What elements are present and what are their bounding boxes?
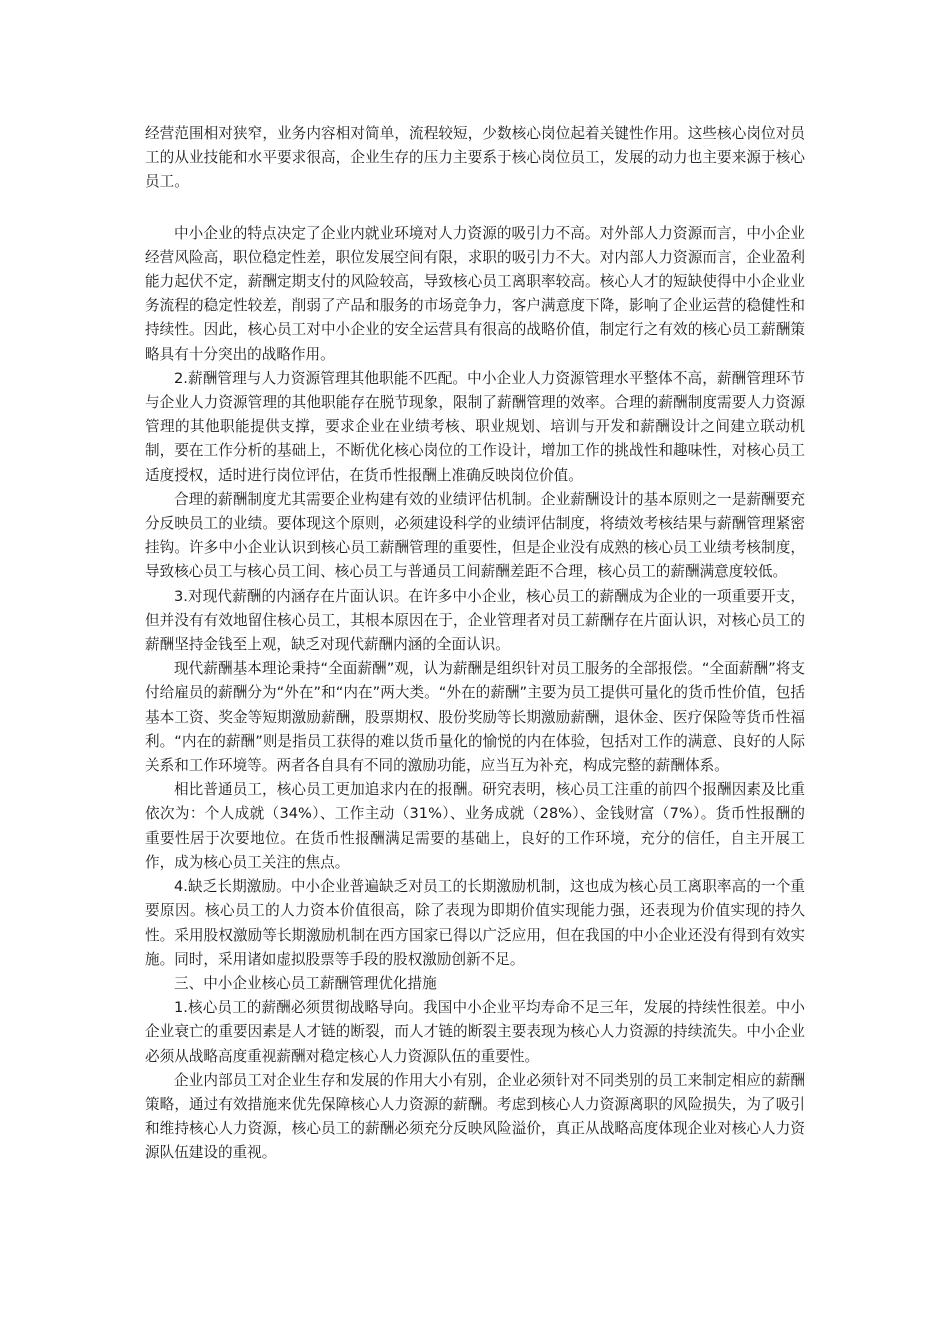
document-page xyxy=(145,122,805,1166)
paragraph-10: 企业内部员工对企业生存和发展的作用大小有别，企业必须针对不同类别的员工来制定相应的薪酬策略，通过有效措施来优先保障核心人力资源的薪酬。考虑到核心人力资源离职的风险损失，为了吸引和维持核心人力资源，核心员工的薪酬必须充分反映风险溢价，真正从战略高度体现企业对核心人力资源队伍建设的重视。 xyxy=(145,1071,805,1162)
paragraph-9: 1.核心员工的薪酬必须贯彻战略导向。我国中小企业平均寿命不足三年，发展的持续性很差。中小企业衰亡的重要因素是人才链的断裂，而人才链的断裂主要表现为核心人力资源的持续流失。中小企业必须从战略高度重视薪酬对稳定核心人力资源队伍的重要性。 xyxy=(145,999,805,1065)
paragraph-8: 4.缺乏长期激励。中小企业普遍缺乏对员工的长期激励机制，这也成为核心员工离职率高的一个重要原因。核心员工的人力资本价值很高，除了表现为即期价值实现能力强，还表现为价值实现的持久性。采用股权激励等长期激励机制在西方国家已得以广泛应用，但在我国的中小企业还没有得到有效实施。同时，采用诸如虚拟股票等手段的股权激励创新不足。 xyxy=(145,878,805,968)
paragraph-1: 经营范围相对狭窄，业务内容相对简单，流程较短，少数核心岗位起着关键性作用。这些核心岗位对员工的从业技能和水平要求很高，企业生存的压力主要系于核心岗位员工，发展的动力也主要来源于核心员工。 xyxy=(145,125,805,191)
paragraph-5: 3.对现代薪酬的内涵存在片面认识。在许多中小企业，核心员工的薪酬成为企业的一项重要开支，但并没有有效地留住核心员工，其根本原因在于，企业管理者对员工薪酬存在片面认识，对核心员工的薪酬坚持金钱至上观，缺乏对现代薪酬内涵的全面认识。 xyxy=(145,587,805,654)
paragraph-6: 现代薪酬基本理论秉持“全面薪酬”观，认为薪酬是组织针对员工服务的全部报偿。“全面薪酬”将支付给雇员的薪酬分为“外在”和“内在”两大类。“外在的薪酬”主要为员工提供可量化的货币性价值，包括基本工资、奖金等短期激励薪酬，股票期权、股份奖励等长期激励薪酬，退休金、医疗保险等货币性福利。“内在的薪酬”则是指员工获得的难以货币量化的愉悦的内在体验，包括对工作的满意、良好的人际关系和工作环境等。两者各自具有不同的激励功能，应当互为补充，构成完整的薪酬体系。 xyxy=(145,660,805,775)
paragraph-2: 中小企业的特点决定了企业内就业环境对人力资源的吸引力不高。对外部人力资源而言，中小企业经营风险高，职位稳定性差，职位发展空间有限，求职的吸引力不大。对内部人力资源而言，企业盈利能力起伏不定，薪酬定期支付的风险较高，导致核心员工离职率较高。核心人才的短缺使得中小企业业务流程的稳定性较差，削弱了产品和服务的市场竞争力，客户满意度下降，影响了企业运营的稳健性和持续性。因此，核心员工对中小企业的安全运营具有很高的战略价值，制定行之有效的核心员工薪酬策略具有十分突出的战略作用。 xyxy=(145,224,805,363)
paragraph-4: 合理的薪酬制度尤其需要企业构建有效的业绩评估机制。企业薪酬设计的基本原则之一是薪酬要充分反映员工的业绩。要体现这个原则，必须建设科学的业绩评估制度，将绩效考核结果与薪酬管理紧密挂钩。许多中小企业认识到核心员工薪酬管理的重要性，但是企业没有成熟的核心员工业绩考核制度，导致核心员工与核心员工间、核心员工与普通员工间薪酬差距不合理，核心员工的薪酬满意度较低。 xyxy=(145,490,805,581)
paragraph-3: 2.薪酬管理与人力资源管理其他职能不匹配。中小企业人力资源管理水平整体不高，薪酬管理环节与企业人力资源管理的其他职能存在脱节现象，限制了薪酬管理的效率。合理的薪酬制度需要人力资源管理的其他职能提供支撑，要求企业在业绩考核、职业规划、培训与开发和薪酬设计之间建立联动机制，要在工作分析的基础上，不断优化核心岗位的工作设计，增加工作的挑战性和趣味性，对核心员工适度授权，适时进行岗位评估，在货币性报酬上准确反映岗位价值。 xyxy=(145,369,805,484)
section-heading: 三、中小企业核心员工薪酬管理优化措施 xyxy=(174,974,437,992)
paragraph-7: 相比普通员工，核心员工更加追求内在的报酬。研究表明，核心员工注重的前四个报酬因素及比重依次为：个人成就（34%）、工作主动（31%）、业务成就（28%）、金钱财富（7%）。货币性报酬的重要性居于次要地位。在货币性报酬满足需要的基础上，良好的工作环境，充分的信任，自主开展工作，成为核心员工关注的焦点。 xyxy=(145,781,805,871)
